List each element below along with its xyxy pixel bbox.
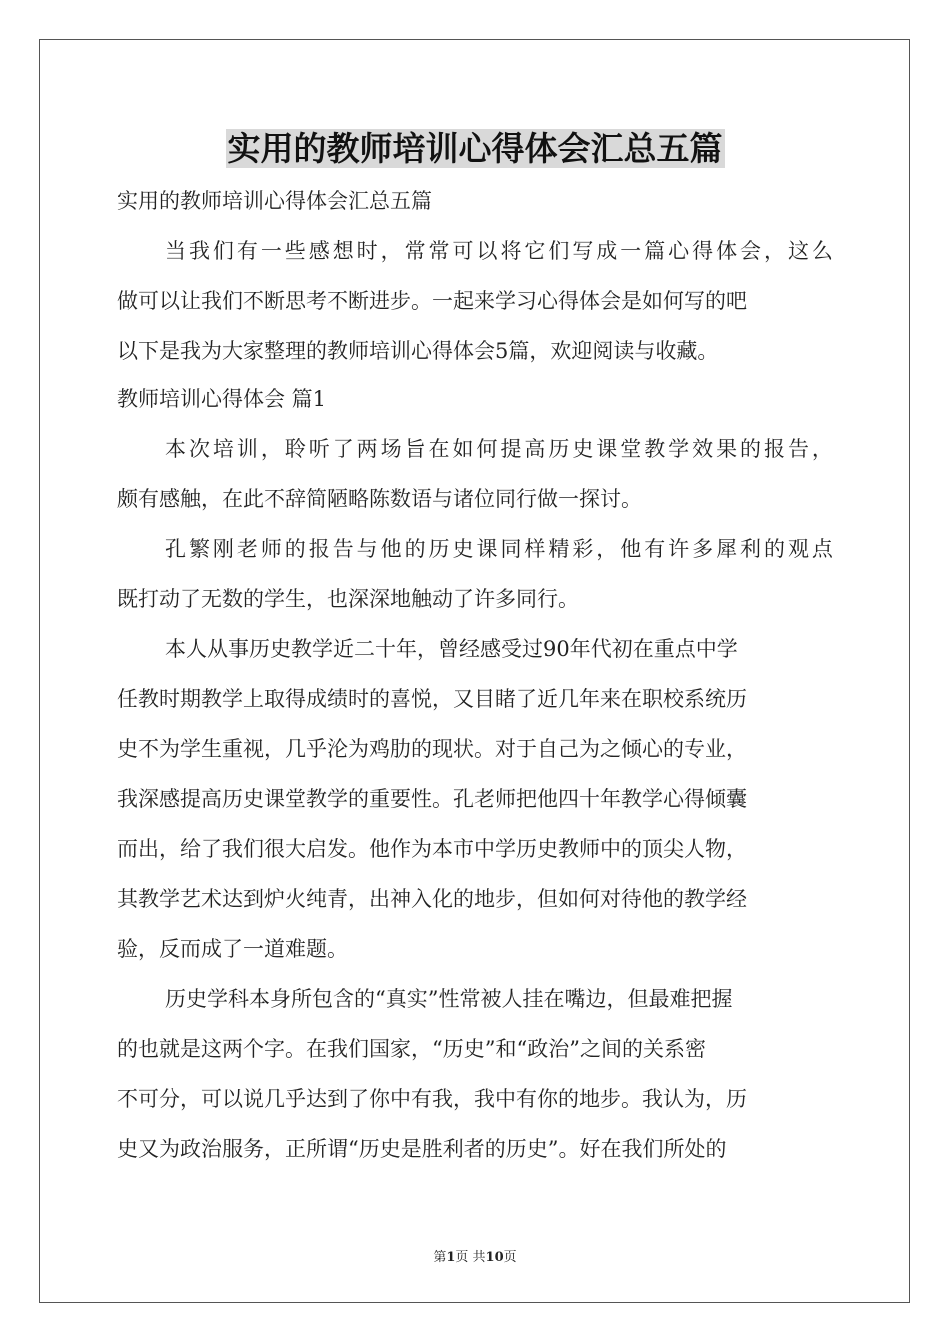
text-line: 做可以让我们不断思考不断进步。一起来学习心得体会是如何写的吧 — [117, 289, 747, 313]
document-title-text: 实用的教师培训心得体会汇总五篇 — [227, 129, 723, 168]
text-line: 颇有感触，在此不辞简陋略陈数语与诸位同行做一探讨。 — [117, 487, 642, 511]
footer-prefix: 第 — [433, 1250, 447, 1265]
paragraph-first-line: 本人从事历史教学近二十年，曾经感受过90年代初在重点中学 — [165, 637, 738, 661]
document-title — [0, 127, 950, 171]
footer-suffix: 页 — [503, 1250, 517, 1265]
text-line: 的也就是这两个字。在我们国家，“历史”和“政治”之间的关系密 — [117, 1037, 706, 1061]
text-line: 史不为学生重视，几乎沦为鸡肋的现状。对于自己为之倾心的专业， — [117, 737, 747, 761]
text-line: 史又为政治服务，正所谓“历史是胜利者的历史”。好在我们所处的 — [117, 1137, 727, 1161]
page-footer — [0, 1246, 950, 1265]
paragraph-first-line: 当我们有一些感想时，常常可以将它们写成一篇心得体会，这么 — [165, 239, 836, 263]
text-line: 不可分，可以说几乎达到了你中有我，我中有你的地步。我认为，历 — [117, 1087, 747, 1111]
text-line: 以下是我为大家整理的教师培训心得体会5篇，欢迎阅读与收藏。 — [117, 339, 719, 363]
text-line: 而出，给了我们很大启发。他作为本市中学历史教师中的顶尖人物， — [117, 837, 747, 861]
text-line: 验，反而成了一道难题。 — [117, 937, 348, 961]
paragraph-first-line: 历史学科本身所包含的“真实”性常被人挂在嘴边，但最难把握 — [165, 987, 733, 1011]
text-line: 我深感提高历史课堂教学的重要性。孔老师把他四十年教学心得倾囊 — [117, 787, 747, 811]
text-line: 其教学艺术达到炉火纯青，出神入化的地步，但如何对待他的教学经 — [117, 887, 747, 911]
text-line: 教师培训心得体会 篇1 — [117, 387, 327, 411]
footer-mid: 页 共 — [455, 1250, 486, 1265]
text-line: 既打动了无数的学生，也深深地触动了许多同行。 — [117, 587, 579, 611]
footer-page-number: 1 — [446, 1250, 456, 1265]
text-line: 实用的教师培训心得体会汇总五篇 — [117, 189, 432, 213]
text-line: 任教时期教学上取得成绩时的喜悦，又目睹了近几年来在职校系统历 — [117, 687, 747, 711]
footer-total-pages: 10 — [485, 1250, 504, 1265]
paragraph-first-line: 孔繁刚老师的报告与他的历史课同样精彩，他有许多犀利的观点 — [165, 537, 836, 561]
paragraph-first-line: 本次培训，聆听了两场旨在如何提高历史课堂教学效果的报告， — [165, 437, 836, 461]
